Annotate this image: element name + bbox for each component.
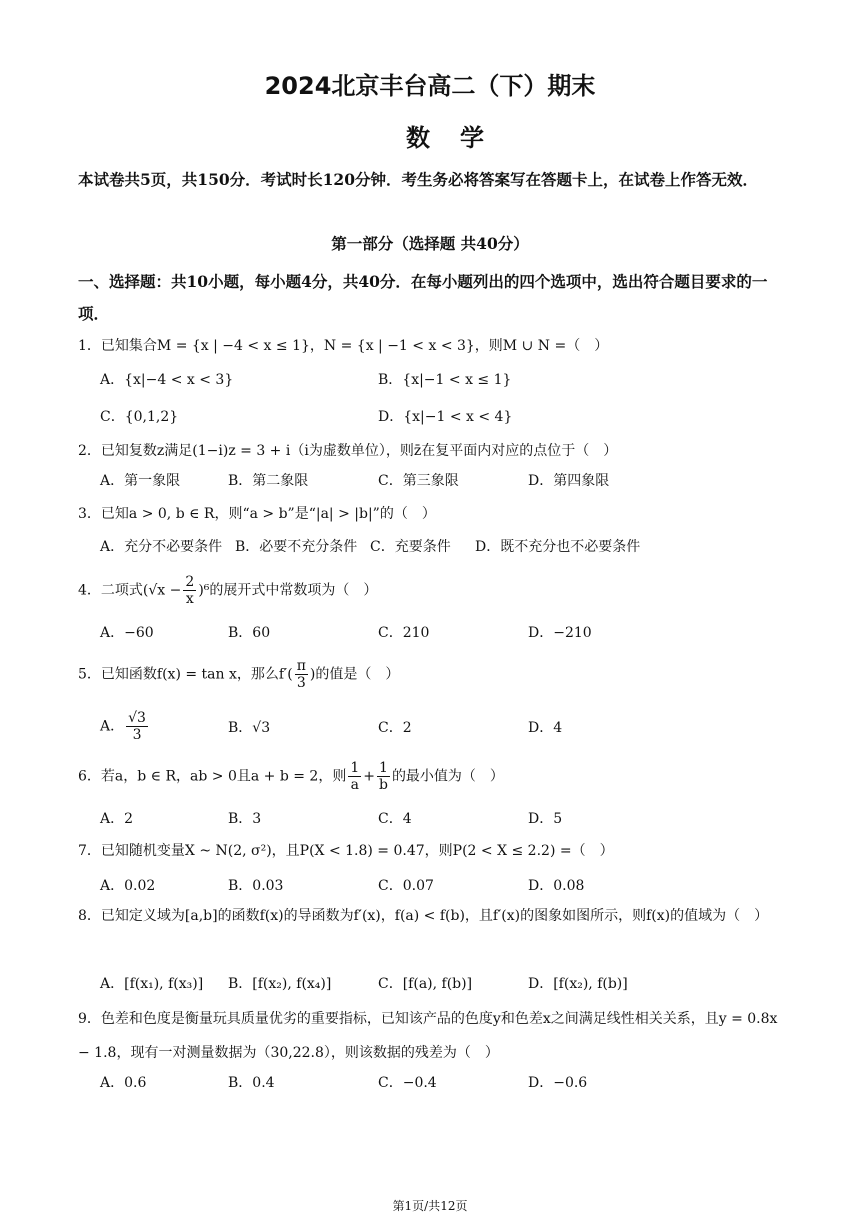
question-4-expr: (√x − [142, 582, 182, 599]
question-5-fraction [295, 658, 308, 691]
question-5-option-b: B．√3 [228, 720, 271, 736]
question-3: 3．已知a > 0, b ∈ R，则“a > b”是“|a| > |b|”的（ ） [78, 506, 436, 522]
question-8-option-b: B．[f(x₂), f(x₄)] [228, 976, 332, 992]
question-3-option-d: D．既不充分也不必要条件 [475, 539, 641, 555]
question-6 [78, 760, 783, 793]
plus-sign: + [363, 768, 376, 785]
fraction-denominator: a [350, 777, 359, 793]
question-5-option-a-fraction [126, 710, 148, 743]
question-1-option-c: C．{0,1,2} [100, 409, 179, 425]
question-8-options [100, 973, 780, 995]
question-1-options-row2 [100, 406, 780, 428]
question-9-option-b: B．0.4 [228, 1075, 275, 1091]
question-5: 5．已知函数f(x) = tan x，那么f′( $\frac{\pi}{3}$ )的值是（ ） [78, 658, 400, 691]
question-1: 1．已知集合M = {x | −4 < x ≤ 1}，N = {x | −1 < x < 3}，则M ∪ N =（ ） [78, 338, 609, 354]
question-7: 7．已知随机变量X ~ N(2, σ²)，且P(X < 1.8) = 0.47，则P(2 < X ≤ 2.2) =（ ） [78, 843, 614, 859]
question-4-option-a: A．−60 [100, 625, 154, 641]
question-5-options [100, 710, 780, 746]
question-2-options [100, 470, 780, 492]
question-5-option-c: C．2 [378, 720, 412, 736]
fraction-numerator: 1 [350, 760, 360, 776]
exam-instructions: 本试卷共5页，共150分．考试时长120分钟．考生务必将答案写在答题卡上，在试卷上作答无效． [78, 170, 758, 189]
question-6-fraction-2 [377, 760, 390, 793]
question-9-options [100, 1072, 780, 1094]
question-4-option-b: B．60 [228, 625, 271, 641]
question-6-suffix: 的最小值为（ ） [391, 768, 504, 785]
question-9: 9．色差和色度是衡量玩具质量优劣的重要指标，已知该产品的色度y和色差x之间满足线性相关关系，且y = 0.8x − 1.8，现有一对测量数据为（30,22.8），则该数据的残差为（ ） [78, 1011, 778, 1061]
question-3-option-a: A．充分不必要条件 [100, 539, 223, 555]
question-5-suffix: 的值是（ ） [315, 666, 400, 683]
question-3-option-b: B．必要不充分条件 [235, 539, 358, 555]
question-6-fraction-1 [348, 760, 361, 793]
exam-title: 2024北京丰台高二（下）期末 [264, 72, 596, 100]
fraction-numerator: √3 [128, 710, 146, 726]
question-6-prefix: 6．若a，b ∈ R，ab > 0且a + b = 2，则 [78, 768, 347, 785]
fraction-denominator: 3 [296, 675, 306, 691]
question-9-option-c: C．−0.4 [378, 1075, 437, 1091]
question-5-prefix: 5．已知函数f(x) = tan x，那么f′ [78, 666, 288, 683]
fraction-numerator: π [296, 658, 306, 674]
question-2-option-b: B．第二象限 [228, 473, 309, 489]
question-4-prefix: 4．二项式 [78, 582, 143, 599]
question-8-option-c: C．[f(a), f(b)] [378, 976, 473, 992]
section-title: 一、选择题：共10小题，每小题4分，共40分．在每小题列出的四个选项中，选出符合题目要求的一项． [78, 272, 768, 323]
subject-title: 数学 [406, 124, 514, 152]
fraction-denominator: b [378, 777, 388, 793]
option-letter: A． [100, 718, 125, 735]
question-2: 2．已知复数z满足(1−i)z = 3 + i（i为虚数单位），则z̄在复平面内对应的点位于（ ） [78, 443, 618, 459]
question-6-option-d: D．5 [528, 811, 563, 827]
question-4-option-d: D．−210 [528, 625, 592, 641]
question-6-options [100, 808, 780, 830]
fraction-denominator: x [185, 591, 194, 607]
question-1-option-b: B．{x|−1 < x ≤ 1} [378, 372, 512, 388]
question-2-option-c: C．第三象限 [378, 473, 459, 489]
question-8-option-d: D．[f(x₂), f(b)] [528, 976, 628, 992]
question-4-option-c: C．210 [378, 625, 430, 641]
question-3-options [100, 536, 780, 558]
question-6-option-c: C．4 [378, 811, 412, 827]
fraction-denominator: 3 [132, 727, 142, 743]
question-1-option-a: A．{x|−4 < x < 3} [100, 372, 234, 388]
question-4-fraction [183, 574, 196, 607]
question-7-options [100, 875, 780, 897]
question-7-option-a: A．0.02 [100, 878, 156, 894]
question-7-option-c: C．0.07 [378, 878, 434, 894]
question-7-option-b: B．0.03 [228, 878, 284, 894]
question-2-option-d: D．第四象限 [528, 473, 610, 489]
question-9-option-a: A．0.6 [100, 1075, 147, 1091]
fraction-numerator: 2 [185, 574, 195, 590]
question-5-option-a [100, 710, 150, 743]
question-4-suffix: 的展开式中常数项为（ ） [209, 582, 378, 599]
question-2-option-a: A．第一象限 [100, 473, 181, 489]
question-4-options [100, 622, 780, 644]
question-6-option-b: B．3 [228, 811, 262, 827]
question-9-option-d: D．−0.6 [528, 1075, 588, 1091]
question-8-option-a: A．[f(x₁), f(x₃)] [100, 976, 204, 992]
question-8: 8．已知定义域为[a,b]的函数f(x)的导函数为f′(x)，f(a) < f(b)，且f′(x)的图象如图所示，则f(x)的值域为（ ） [78, 908, 769, 924]
question-4-exponent: )⁶ [198, 582, 210, 599]
question-3-option-c: C．充要条件 [370, 539, 451, 555]
fraction-numerator: 1 [379, 760, 388, 776]
question-4 [78, 574, 783, 607]
question-5-option-d: D．4 [528, 720, 563, 736]
question-6-option-a: A．2 [100, 811, 134, 827]
question-1-option-d: D．{x|−1 < x < 4} [378, 409, 513, 425]
part-title: 第一部分（选择题 共40分） [331, 234, 529, 253]
question-7-option-d: D．0.08 [528, 878, 585, 894]
question-1-options-row1 [100, 369, 780, 391]
page-footer: 第1页/共12页 [392, 1199, 468, 1213]
